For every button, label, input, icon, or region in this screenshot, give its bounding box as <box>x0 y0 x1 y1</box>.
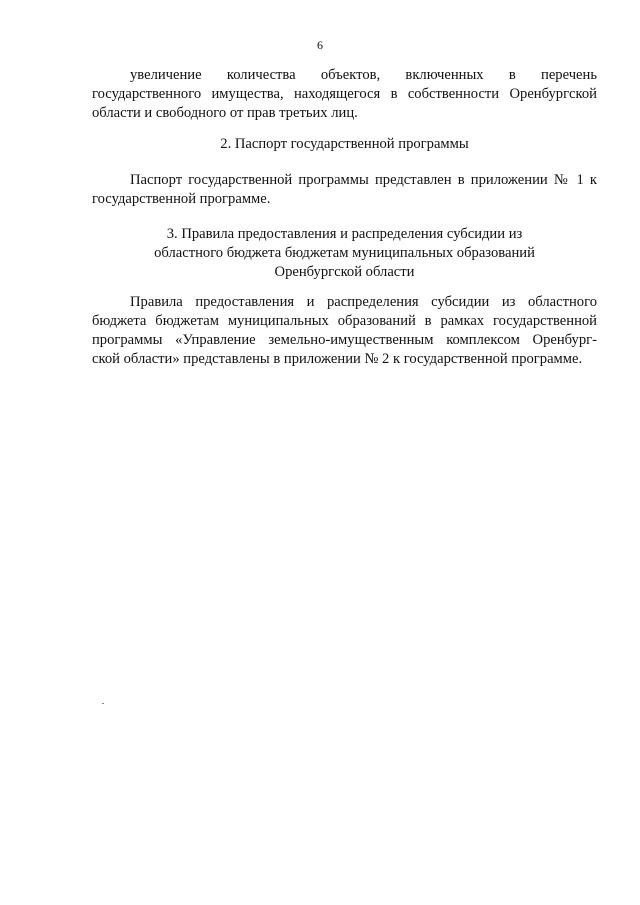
paragraph-line: увеличение количества объектов, включенных в перечень <box>130 67 597 83</box>
paragraph-line: области и свободного от прав третьих лиц. <box>92 105 358 121</box>
section-3-paragraph <box>92 293 597 369</box>
paragraph-line: Правила предоставления и распределения субсидии из областного <box>130 294 597 310</box>
intro-paragraph <box>92 66 597 123</box>
paragraph-line: бюджета бюджетам муниципальных образований в рамках государственной <box>92 313 597 329</box>
heading-line: 2. Паспорт государственной программы <box>220 136 469 152</box>
page-number: 6 <box>317 38 323 52</box>
paragraph-line: программы «Управление земельно-имущественным комплексом Оренбург- <box>92 332 597 348</box>
section-2-heading <box>92 135 597 154</box>
heading-line: 3. Правила предоставления и распределения субсидии из <box>166 226 523 242</box>
section-3-heading <box>92 225 597 282</box>
scan-speck <box>102 703 104 704</box>
paragraph-line: ской области» представлены в приложении № 2 к государственной программе. <box>92 351 583 367</box>
paragraph-line: государственного имущества, находящегося в собственности Оренбургской <box>92 86 597 102</box>
heading-line: областного бюджета бюджетам муниципальных образований <box>154 245 535 261</box>
heading-line: Оренбургской области <box>274 264 415 280</box>
paragraph-line: государственной программе. <box>92 191 271 207</box>
paragraph-line: Паспорт государственной программы представлен в приложении № 1 к <box>130 172 597 188</box>
section-2-paragraph <box>92 171 597 209</box>
